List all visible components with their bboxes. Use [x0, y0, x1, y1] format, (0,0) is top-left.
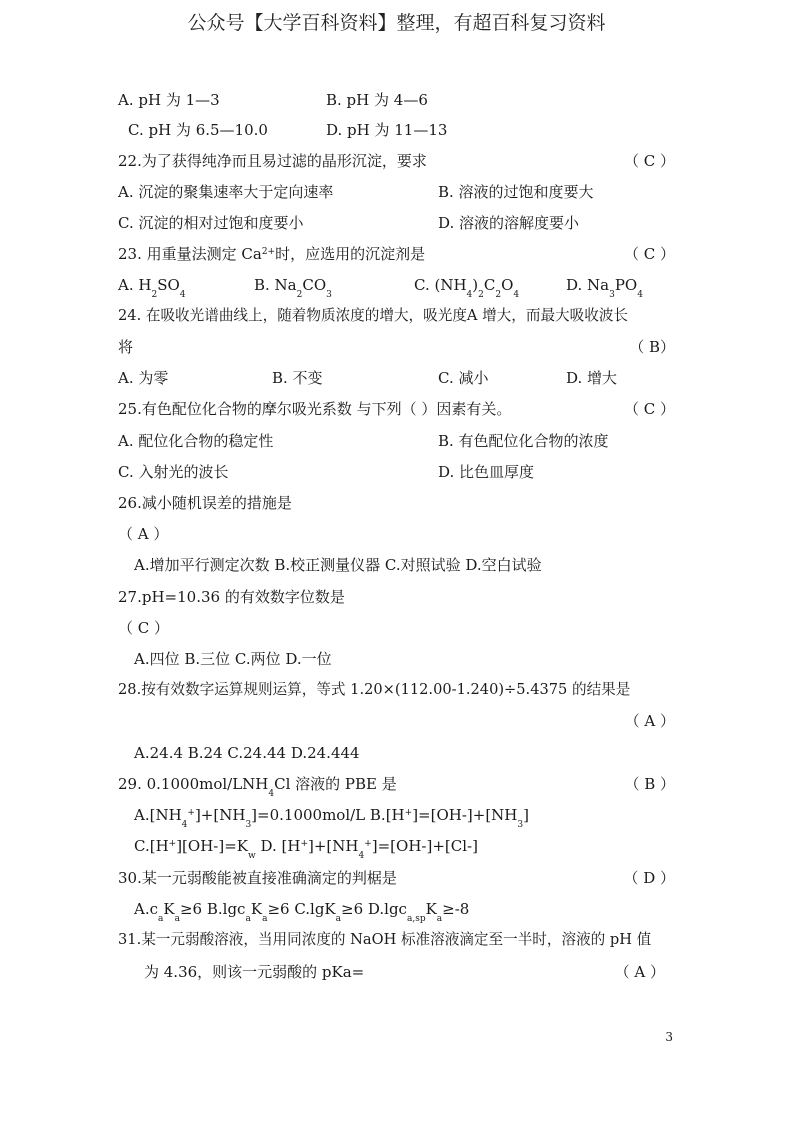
- q21-option-d: D. pH 为 11—13: [326, 121, 448, 139]
- q23-c-t6: O: [501, 276, 514, 294]
- q21-option-a: A. pH 为 1—3: [118, 91, 220, 109]
- q30-t5: a: [245, 914, 251, 924]
- q23-option-a: [118, 275, 186, 298]
- q23-c-t3: 2: [478, 290, 484, 300]
- q30-t14: ≥-8: [442, 900, 470, 918]
- q25-option-c: C. 入射光的波长: [118, 463, 229, 481]
- q30-t0: A.c: [134, 900, 159, 918]
- q22-option-b: B. 溶液的过饱和度要大: [438, 183, 594, 201]
- q23-stem-sup: 2+: [261, 247, 276, 257]
- q25-option-b: B. 有色配位化合物的浓度: [438, 432, 609, 450]
- q27-stem: 27.pH=10.36 的有效数字位数是: [118, 588, 345, 606]
- q29-l2-t9: ]=[OH-]+[Cl-]: [371, 837, 478, 855]
- q23-c-t4: C: [483, 276, 496, 294]
- q23-c-t5: 2: [495, 290, 502, 300]
- q28-answer: （ A ）: [624, 712, 675, 730]
- q28-stem: 28.按有效数字运算规则运算，等式 1.20×(112.00-1.240)÷5.4375 的结果是: [118, 681, 631, 698]
- q23-answer: （ C ）: [623, 245, 675, 263]
- q29-l1-t8: 3: [517, 820, 524, 830]
- q30-t1: a: [158, 914, 164, 924]
- q23-stem-post: 时，应选用的沉淀剂是: [275, 245, 426, 263]
- q29-stem: [118, 774, 397, 797]
- q31-answer: （ A ）: [614, 963, 665, 981]
- q26-options: A.增加平行测定次数 B.校正测量仪器 C.对照试验 D.空白试验: [134, 556, 542, 574]
- q29-l2-t4: D. [H: [255, 837, 301, 855]
- q23-c-t0: C. (NH: [414, 276, 467, 294]
- q23-d-t0: D. Na: [566, 276, 610, 294]
- q29-l2-t3: w: [247, 851, 256, 861]
- page-number: 3: [665, 1030, 673, 1044]
- q22-option-a: A. 沉淀的聚集速率大于定向速率: [118, 183, 334, 201]
- q29-stem-t2: Cl 溶液的 PBE 是: [274, 775, 397, 793]
- q30-t11: a,sp: [406, 914, 426, 924]
- q24-stem-line1: 24. 在吸收光谱曲线上，随着物质浓度的增大，吸光度A 增大，而最大吸收波长: [118, 307, 629, 324]
- q23-a-t3: 4: [179, 290, 186, 300]
- q25-stem: 25.有色配位化合物的摩尔吸光系数 与下列（ ）因素有关。: [118, 400, 512, 418]
- q24-option-d: D. 增大: [566, 369, 618, 387]
- q30-t6: K: [250, 900, 263, 918]
- q29-l2-t7: 4: [358, 851, 365, 861]
- q30-options: [134, 899, 469, 922]
- q24-stem-line2: 将: [118, 338, 134, 356]
- q23-c-t7: 4: [513, 290, 520, 300]
- q31-stem-line1: 31.某一元弱酸溶液，当用同浓度的 NaOH 标准溶液滴定至一半时，溶液的 pH 值: [118, 931, 652, 948]
- q29-l1-t0: A.[NH: [134, 806, 182, 824]
- q29-stem-t0: 29. 0.1000mol/LNH: [118, 775, 269, 793]
- q24-option-b: B. 不变: [272, 369, 323, 387]
- q29-l1-t3: ]+[NH: [194, 806, 246, 824]
- q29-l2-t6: ]+[NH: [307, 837, 359, 855]
- q23-option-c: [414, 275, 519, 298]
- q29-l1-t4: 3: [245, 820, 252, 830]
- q26-answer: （ A ）: [118, 525, 169, 543]
- q31-stem-line2: 为 4.36，则该一元弱酸的 pKa=: [144, 963, 365, 981]
- q30-t10: ≥6 D.lgc: [341, 900, 407, 918]
- q22-option-d: D. 溶液的溶解度要小: [438, 214, 580, 232]
- q30-t3: a: [174, 914, 180, 924]
- q25-option-a: A. 配位化合物的稳定性: [118, 432, 274, 450]
- q25-option-d: D. 比色皿厚度: [438, 463, 535, 481]
- q23-d-t3: 4: [637, 290, 643, 300]
- q30-t13: a: [436, 914, 443, 924]
- q29-options-line2: [134, 836, 478, 859]
- q24-answer: （ B）: [629, 338, 675, 356]
- q30-t9: a: [335, 914, 342, 924]
- q29-l2-t1: +: [168, 839, 177, 849]
- q23-option-b: [254, 275, 332, 298]
- page-header: 公众号【大学百科资料】整理，有超百科复习资料: [187, 12, 606, 34]
- q23-a-t0: A. H: [118, 276, 152, 294]
- q27-answer: （ C ）: [118, 619, 170, 637]
- q22-stem: 22.为了获得纯净而且易过滤的晶形沉淀，要求: [118, 152, 427, 170]
- q29-l1-t9: ]: [523, 806, 529, 824]
- q29-l2-t5: +: [300, 839, 308, 849]
- q29-l1-t7: ]=[OH-]+[NH: [412, 806, 518, 824]
- q30-stem: 30.某一元弱酸能被直接准确滴定的判椐是: [118, 869, 397, 887]
- q29-l2-t0: C.[H: [134, 837, 169, 855]
- q29-l1-t2: +: [187, 808, 195, 818]
- q28-options: A.24.4 B.24 C.24.44 D.24.444: [134, 744, 360, 762]
- q25-answer: （ C ）: [623, 400, 675, 418]
- q22-option-c: C. 沉淀的相对过饱和度要小: [118, 214, 304, 232]
- q23-a-t1: 2: [151, 290, 158, 300]
- q23-b-t2: CO: [302, 276, 327, 294]
- q21-option-b: B. pH 为 4—6: [326, 91, 428, 109]
- q22-answer: （ C ）: [623, 152, 675, 170]
- q23-option-d: [566, 275, 643, 298]
- q30-t7: a: [262, 914, 268, 924]
- q29-l1-t1: 4: [181, 820, 188, 830]
- q23-b-t3: 3: [326, 290, 332, 300]
- q23-b-t0: B. Na: [254, 276, 297, 294]
- q23-stem: [118, 244, 425, 267]
- q29-answer: （ B ）: [624, 775, 675, 793]
- q29-l2-t8: +: [364, 839, 372, 849]
- q21-option-c: C. pH 为 6.5—10.0: [128, 121, 268, 139]
- q27-options: A.四位 B.三位 C.两位 D.一位: [134, 650, 332, 668]
- q23-d-t1: 3: [609, 290, 615, 300]
- q29-l1-t5: ]=0.1000mol/L B.[H: [251, 806, 405, 824]
- q24-option-a: A. 为零: [118, 369, 169, 387]
- q29-stem-t1: 4: [268, 789, 275, 799]
- q23-b-t1: 2: [296, 290, 303, 300]
- q23-d-t2: PO: [614, 276, 638, 294]
- q30-t8: ≥6 C.lgK: [267, 900, 336, 918]
- q26-stem: 26.减小随机误差的措施是: [118, 494, 292, 512]
- q29-l2-t2: ][OH-]=K: [176, 837, 248, 855]
- q29-options-line1: [134, 805, 529, 828]
- q23-stem-pre: 23. 用重量法测定 Ca: [118, 245, 262, 263]
- q30-answer: （ D ）: [623, 869, 675, 887]
- q30-t2: K: [163, 900, 175, 918]
- q23-c-t2: ): [472, 276, 479, 294]
- q23-a-t2: SO: [157, 276, 180, 294]
- q30-t4: ≥6 B.lgc: [179, 900, 246, 918]
- q23-c-t1: 4: [466, 290, 473, 300]
- q24-option-c: C. 减小: [438, 369, 489, 387]
- q29-l1-t6: +: [404, 808, 413, 818]
- q30-t12: K: [425, 900, 437, 918]
